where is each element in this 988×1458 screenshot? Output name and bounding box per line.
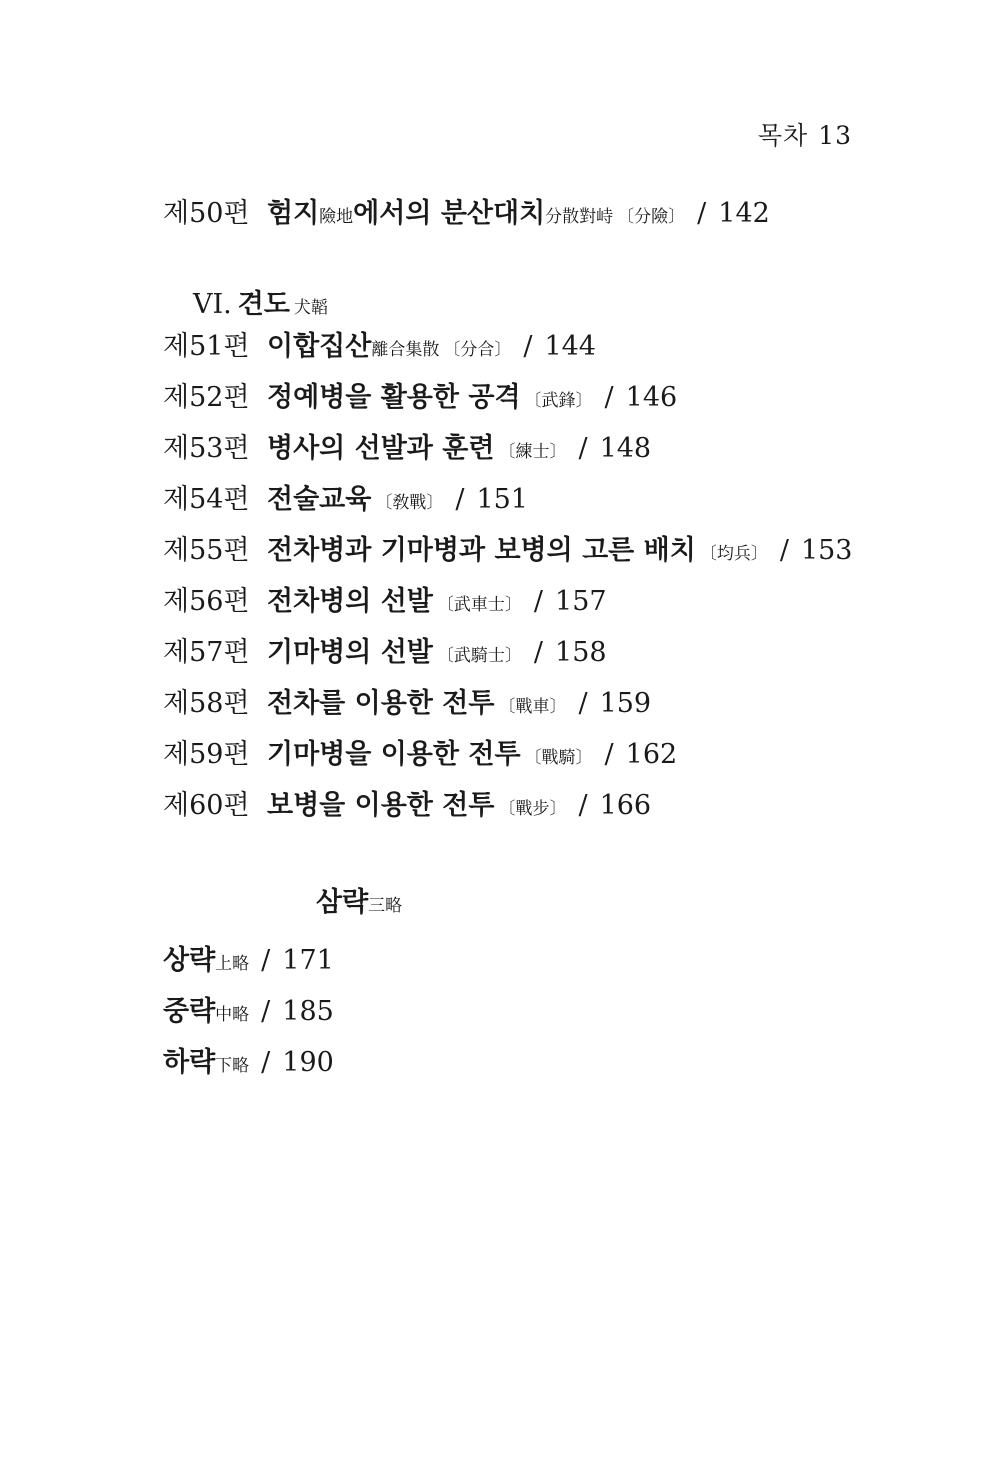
separator: / bbox=[779, 535, 789, 566]
chapter-title: 기마병을 이용한 전투 bbox=[267, 739, 521, 770]
chapter-number: 제54편 bbox=[163, 484, 250, 515]
chapter-original-title: 〔武鋒〕 bbox=[524, 391, 593, 411]
separator: / bbox=[578, 433, 588, 464]
chapter-page: 142 bbox=[718, 198, 770, 229]
book-heading bbox=[316, 880, 402, 919]
running-head-title: 목차 bbox=[757, 121, 809, 150]
chapter-number: 제57편 bbox=[163, 637, 250, 668]
section-title: 하략 bbox=[163, 1047, 216, 1078]
chapter-number: 제51편 bbox=[163, 331, 250, 362]
chapter-number: 제58편 bbox=[163, 688, 250, 719]
section-title: 중략 bbox=[163, 996, 216, 1027]
chapter-original-title: 〔戰騎〕 bbox=[524, 748, 593, 768]
toc-entry[interactable] bbox=[163, 486, 528, 513]
part-title: 견도 bbox=[237, 289, 290, 320]
separator: / bbox=[697, 198, 707, 229]
chapter-title: 전차병과 기마병과 보병의 고른 배치 bbox=[267, 535, 696, 566]
chapter-page: 162 bbox=[625, 739, 678, 770]
chapter-title: 정예병을 활용한 공격 bbox=[267, 382, 521, 413]
part-number: VI. bbox=[193, 289, 232, 320]
chapter-hanja-2: 分散對峙 bbox=[545, 207, 614, 227]
chapter-original-title: 〔武騎士〕 bbox=[436, 646, 522, 666]
chapter-original-title: 〔練士〕 bbox=[498, 442, 567, 462]
section-title: 상략 bbox=[163, 945, 216, 976]
separator: / bbox=[578, 790, 588, 821]
chapter-number: 제50편 bbox=[163, 198, 250, 229]
section-hanja: 中略 bbox=[215, 1005, 250, 1025]
chapter-number: 제59편 bbox=[163, 739, 250, 770]
separator: / bbox=[523, 331, 533, 362]
chapter-number: 제52편 bbox=[163, 382, 250, 413]
chapter-original-title: 〔武車士〕 bbox=[436, 595, 522, 615]
chapter-page: 151 bbox=[476, 484, 528, 515]
separator: / bbox=[261, 1047, 271, 1078]
chapter-title: 기마병의 선발 bbox=[267, 637, 433, 668]
chapter-title: 전술교육 bbox=[267, 484, 372, 515]
chapter-page: 153 bbox=[800, 535, 853, 566]
section-hanja: 下略 bbox=[215, 1056, 250, 1076]
separator: / bbox=[261, 996, 271, 1027]
toc-entry[interactable] bbox=[163, 588, 607, 615]
chapter-page: 144 bbox=[544, 331, 596, 362]
chapter-original-title: 〔均兵〕 bbox=[699, 544, 768, 564]
toc-section-entry[interactable] bbox=[163, 998, 334, 1025]
toc-entry[interactable] bbox=[163, 333, 596, 360]
separator: / bbox=[533, 586, 544, 617]
chapter-page: 148 bbox=[599, 433, 652, 464]
chapter-original-title: 〔分險〕 bbox=[617, 207, 686, 227]
part-heading bbox=[193, 282, 328, 321]
separator: / bbox=[455, 484, 465, 515]
chapter-title: 병사의 선발과 훈련 bbox=[267, 433, 495, 464]
section-hanja: 上略 bbox=[215, 954, 250, 974]
separator: / bbox=[604, 739, 614, 770]
toc-entry[interactable] bbox=[163, 639, 607, 666]
chapter-original-title: 〔分合〕 bbox=[443, 340, 512, 360]
section-page: 185 bbox=[282, 996, 334, 1027]
toc-entry[interactable] bbox=[163, 690, 651, 717]
toc-section-entry[interactable] bbox=[163, 1049, 334, 1076]
toc-entry-50[interactable] bbox=[163, 200, 770, 227]
toc-entry[interactable] bbox=[163, 792, 651, 819]
chapter-number: 제56편 bbox=[163, 586, 250, 617]
chapter-page: 159 bbox=[599, 688, 652, 719]
toc-entry[interactable] bbox=[163, 741, 677, 768]
toc-entry[interactable] bbox=[163, 537, 853, 564]
chapter-number: 제60편 bbox=[163, 790, 250, 821]
chapter-original-title: 〔敎戰〕 bbox=[375, 493, 444, 513]
section-page: 190 bbox=[282, 1047, 334, 1078]
toc-entry[interactable] bbox=[163, 435, 651, 462]
chapter-page: 166 bbox=[599, 790, 652, 821]
chapter-page: 158 bbox=[555, 637, 607, 668]
chapter-title-cont: 에서의 분산대치 bbox=[353, 198, 546, 229]
part-hanja: 犬韜 bbox=[293, 298, 328, 318]
book-hanja: 三略 bbox=[368, 896, 403, 916]
running-head bbox=[758, 116, 852, 152]
chapter-title: 전차병의 선발 bbox=[267, 586, 433, 617]
section-page: 171 bbox=[282, 945, 334, 976]
chapter-page: 157 bbox=[555, 586, 607, 617]
toc-entry[interactable] bbox=[163, 384, 677, 411]
chapter-original-title: 〔戰步〕 bbox=[498, 799, 567, 819]
chapter-title: 험지 bbox=[267, 198, 320, 229]
separator: / bbox=[533, 637, 544, 668]
separator: / bbox=[604, 382, 614, 413]
chapter-hanja: 險地 bbox=[319, 207, 354, 227]
chapter-page: 146 bbox=[625, 382, 678, 413]
chapter-number: 제53편 bbox=[163, 433, 250, 464]
toc-section-entry[interactable] bbox=[163, 947, 334, 974]
book-title: 삼략 bbox=[316, 887, 369, 918]
chapter-number: 제55편 bbox=[163, 535, 250, 566]
page-number: 13 bbox=[818, 121, 852, 150]
chapter-title: 전차를 이용한 전투 bbox=[267, 688, 495, 719]
chapter-original-title: 〔戰車〕 bbox=[498, 697, 567, 717]
chapter-title: 보병을 이용한 전투 bbox=[267, 790, 495, 821]
separator: / bbox=[261, 945, 271, 976]
chapter-title: 이합집산 bbox=[267, 331, 372, 362]
separator: / bbox=[578, 688, 588, 719]
chapter-hanja: 離合集散 bbox=[371, 340, 440, 360]
